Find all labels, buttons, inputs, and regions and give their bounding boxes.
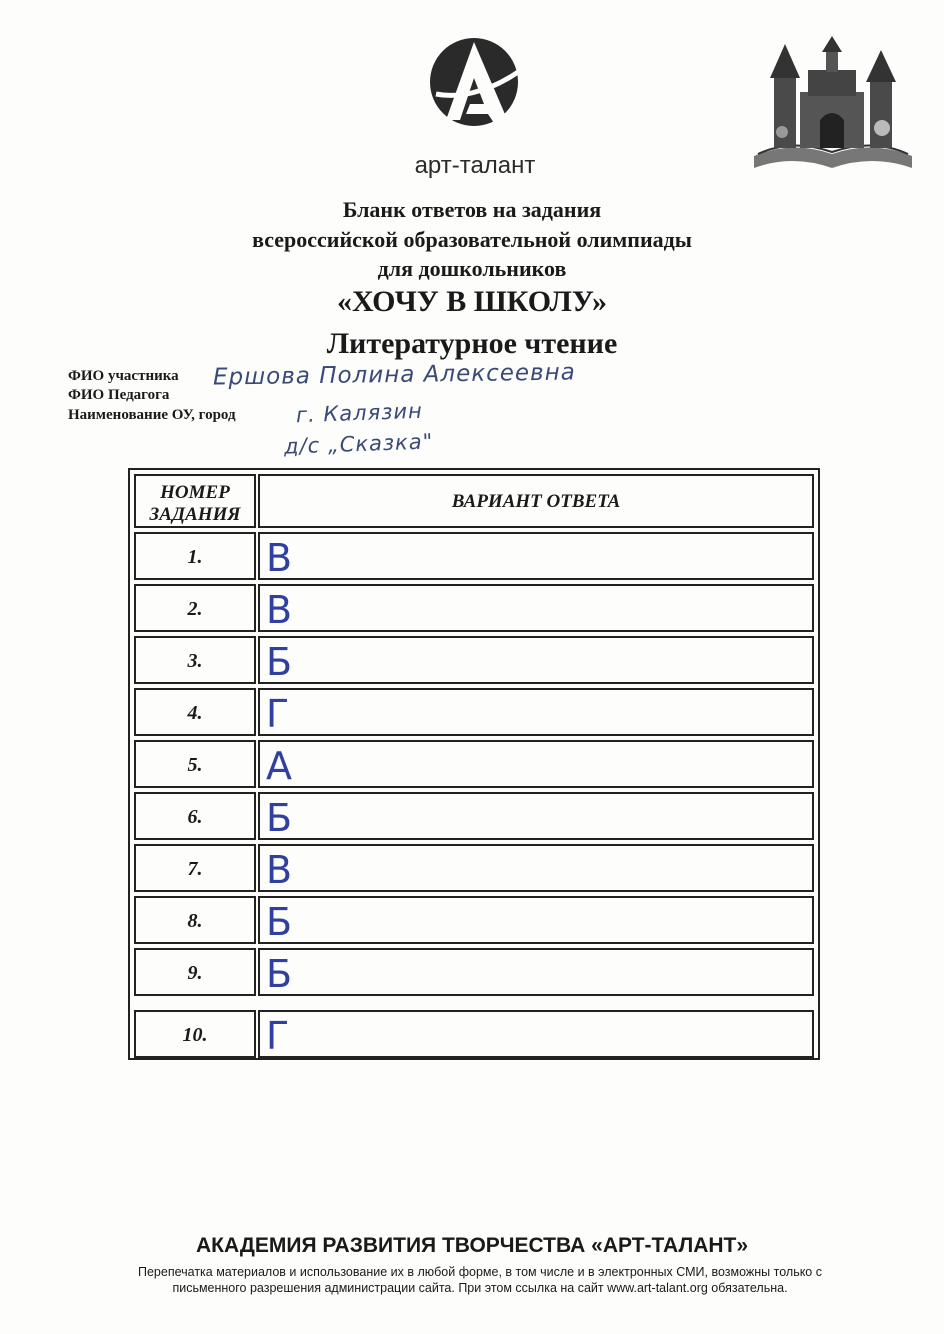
row-answer-cell xyxy=(258,584,814,632)
art-talant-logo-icon xyxy=(426,34,522,162)
row-answer-cell xyxy=(258,740,814,788)
row-number: 5. xyxy=(187,754,203,776)
form-title-line2: всероссийской образовательной олимпиады xyxy=(252,227,692,252)
row-answer: А xyxy=(266,744,292,788)
row-answer: В xyxy=(266,536,293,580)
row-answer-cell xyxy=(258,636,814,684)
footer-note-line1: Перепечатка материалов и использование их в любой форме, в том числе и в электронных СМИ, возможны только с xyxy=(137,1265,822,1279)
row-answer-cell xyxy=(258,532,814,580)
row-number: 6. xyxy=(187,806,203,828)
row-number-cell xyxy=(134,948,256,996)
row-number-cell xyxy=(134,584,256,632)
row-number: 10. xyxy=(182,1024,208,1046)
footer-note xyxy=(100,1264,860,1296)
row-answer: В xyxy=(266,588,293,632)
row-answer-cell xyxy=(258,896,814,944)
subject-title: Литературное чтение xyxy=(326,327,618,360)
brand-name: арт-талант xyxy=(414,152,536,179)
row-answer: Г xyxy=(266,1014,290,1058)
header-answer: ВАРИАНТ ОТВЕТА xyxy=(451,491,621,512)
footer-title: АКАДЕМИЯ РАЗВИТИЯ ТВОРЧЕСТВА «АРТ-ТАЛАНТ» xyxy=(195,1234,749,1257)
row-answer: В xyxy=(266,848,293,892)
row-number-cell xyxy=(134,1010,256,1058)
header-number-cell xyxy=(134,474,256,528)
organization-label: Наименование ОУ, город xyxy=(68,407,236,423)
organization-school: д/с „Сказка" xyxy=(283,429,434,459)
row-number-cell xyxy=(134,740,256,788)
row-number: 4. xyxy=(187,702,203,724)
row-number-cell xyxy=(134,792,256,840)
row-number: 8. xyxy=(187,910,203,932)
castle-book-illustration xyxy=(752,36,914,176)
form-title-line1: Бланк ответов на задания xyxy=(342,197,602,222)
row-answer-cell xyxy=(258,948,814,996)
row-answer: Б xyxy=(266,952,293,996)
row-number-cell xyxy=(134,688,256,736)
row-answer-cell xyxy=(258,688,814,736)
row-number-cell xyxy=(134,532,256,580)
answer-table xyxy=(128,468,820,1060)
footer-note-line2: письменного разрешения администрации сайта. При этом ссылка на сайт www.art-talant.org обязательна. xyxy=(172,1281,788,1295)
row-answer: Б xyxy=(266,900,293,944)
olympiad-title: «ХОЧУ В ШКОЛУ» xyxy=(336,285,608,318)
row-answer-cell xyxy=(258,844,814,892)
organization-city: г. Калязин xyxy=(295,398,424,428)
row-number: 1. xyxy=(187,546,203,568)
participant-name: Ершова Полина Алексеевна xyxy=(212,359,576,391)
header-number-line1: НОМЕР xyxy=(160,482,230,503)
row-number: 2. xyxy=(187,598,203,620)
row-answer: Б xyxy=(266,796,293,840)
form-title-line3: для дошкольников xyxy=(377,256,567,281)
participant-label: ФИО участника xyxy=(68,368,179,384)
row-answer: Г xyxy=(266,692,290,736)
row-number-cell xyxy=(134,636,256,684)
row-number-cell xyxy=(134,844,256,892)
row-number: 3. xyxy=(187,650,203,672)
row-answer: Б xyxy=(266,640,293,684)
row-answer-cell xyxy=(258,1010,814,1058)
teacher-label: ФИО Педагога xyxy=(68,387,170,403)
header-answer-cell xyxy=(258,474,814,528)
row-number: 7. xyxy=(187,858,203,880)
row-number: 9. xyxy=(187,962,203,984)
row-answer-cell xyxy=(258,792,814,840)
row-number-cell xyxy=(134,896,256,944)
header-number-line2: ЗАДАНИЯ xyxy=(149,504,241,525)
